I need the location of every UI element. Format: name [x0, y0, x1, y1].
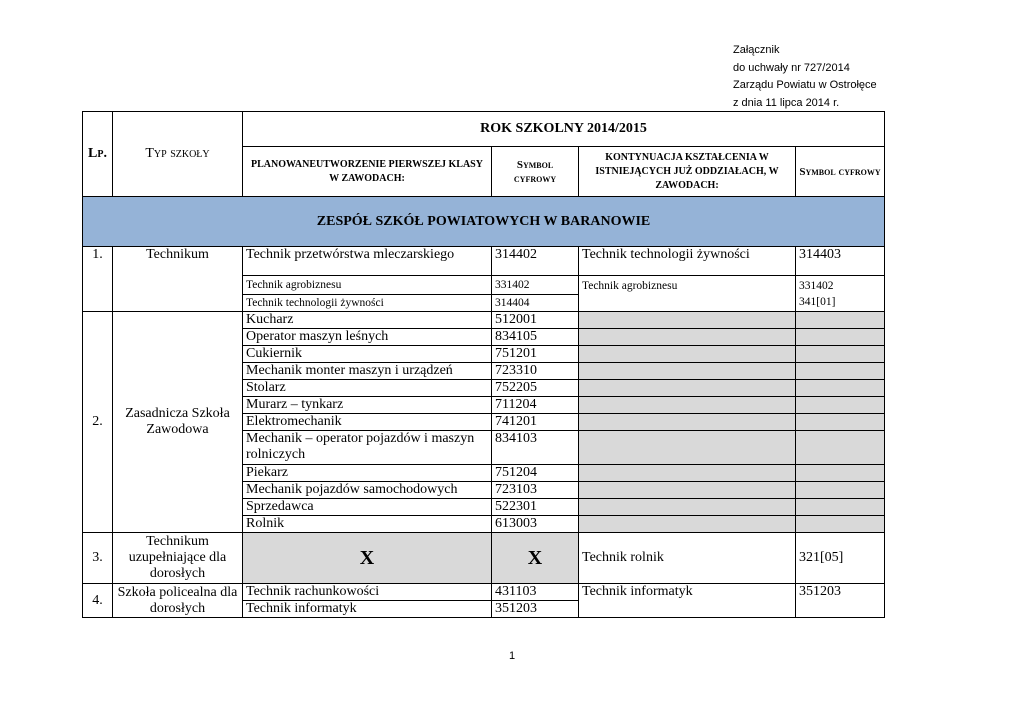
table-row: [83, 533, 885, 584]
empty-cell: [796, 516, 885, 533]
profession-code: 723103: [492, 482, 579, 499]
empty-cell: [579, 516, 796, 533]
profession-name: Cukiernik: [243, 346, 492, 363]
profession-code: 613003: [492, 516, 579, 533]
empty-cell: [796, 329, 885, 346]
row-number: 2.: [83, 312, 113, 533]
profession-name: X: [243, 533, 492, 584]
school-type: Szkoła policealna dla dorosłych: [113, 584, 243, 618]
empty-cell: [579, 312, 796, 329]
continuation-code: 341[01]: [799, 296, 836, 308]
profession-name: Sprzedawca: [243, 499, 492, 516]
continuation-name: Technik rolnik: [579, 533, 796, 584]
empty-cell: [796, 346, 885, 363]
profession-code: 751204: [492, 465, 579, 482]
profession-name: Technik przetwórstwa mleczarskiego: [243, 247, 492, 276]
profession-code: 711204: [492, 397, 579, 414]
note-line: Załącznik: [733, 44, 780, 56]
continuation-name: Technik technologii żywności: [579, 247, 796, 276]
profession-code: 431103: [492, 584, 579, 601]
profession-name: Murarz – tynkarz: [243, 397, 492, 414]
table-header-row: [83, 112, 885, 147]
empty-cell: [796, 465, 885, 482]
header-school-type: Typ szkoły: [113, 112, 243, 197]
empty-cell: [579, 414, 796, 431]
empty-cell: [796, 414, 885, 431]
note-line: z dnia 11 lipca 2014 r.: [733, 96, 840, 109]
note-line: do uchwały nr 727/2014: [733, 61, 850, 74]
profession-code: 723310: [492, 363, 579, 380]
empty-cell: [796, 397, 885, 414]
row-number: 3.: [83, 533, 113, 584]
school-plan-table: [82, 111, 885, 618]
profession-name: Technik informatyk: [243, 601, 492, 618]
table-row: [83, 312, 885, 329]
empty-cell: [579, 465, 796, 482]
header-symbol-2: Symbol cyfrowy: [796, 147, 885, 197]
profession-code: 834105: [492, 329, 579, 346]
profession-name: Kucharz: [243, 312, 492, 329]
empty-cell: [579, 329, 796, 346]
empty-cell: [796, 380, 885, 397]
profession-code: 331402: [492, 276, 579, 295]
continuation-code: 321[05]: [796, 533, 885, 584]
continuation-code: 314403: [796, 247, 885, 276]
profession-code: X: [492, 533, 579, 584]
profession-code: 314404: [492, 295, 579, 312]
header-new-classes: PLANOWANEUTWORZENIE PIERWSZEJ KLASY W ZAWODACH:: [243, 147, 492, 197]
empty-cell: [579, 397, 796, 414]
empty-cell: [796, 363, 885, 380]
profession-name: Mechanik monter maszyn i urządzeń: [243, 363, 492, 380]
profession-code: 351203: [492, 601, 579, 618]
empty-cell: [579, 346, 796, 363]
note-line: Zarządu Powiatu w Ostrołęce: [733, 79, 877, 91]
school-type: Technikum: [113, 247, 243, 312]
header-symbol-1: Symbol cyfrowy: [492, 147, 579, 197]
profession-name: Technik agrobiznesu: [243, 276, 492, 295]
profession-code: 751201: [492, 346, 579, 363]
profession-name: Mechanik pojazdów samochodowych: [243, 482, 492, 499]
school-type: Zasadnicza Szkoła Zawodowa: [113, 312, 243, 533]
empty-cell: [579, 380, 796, 397]
continuation-name: Technik informatyk: [579, 584, 796, 618]
row-number: 4.: [83, 584, 113, 618]
profession-code: 314402: [492, 247, 579, 276]
continuation-code: 351203: [796, 584, 885, 618]
table-row: [83, 247, 885, 276]
empty-cell: [796, 482, 885, 499]
continuation-name: Technik agrobiznesu: [579, 276, 796, 312]
empty-cell: [579, 431, 796, 465]
school-type: Technikum uzupełniające dla dorosłych: [113, 533, 243, 584]
empty-cell: [796, 312, 885, 329]
profession-name: Piekarz: [243, 465, 492, 482]
profession-name: Technik technologii żywności: [243, 295, 492, 312]
profession-name: Elektromechanik: [243, 414, 492, 431]
empty-cell: [796, 431, 885, 465]
profession-name: Mechanik – operator pojazdów i maszyn rolniczych: [243, 431, 492, 465]
profession-code: 522301: [492, 499, 579, 516]
header-continuation: KONTYNUACJA KSZTAŁCENIA W ISTNIEJĄCYCH JUŻ ODDZIAŁACH, W ZAWODACH:: [579, 147, 796, 197]
row-number: 1.: [83, 247, 113, 312]
table-row: [83, 584, 885, 601]
empty-cell: [579, 499, 796, 516]
profession-name: Operator maszyn leśnych: [243, 329, 492, 346]
profession-code: 741201: [492, 414, 579, 431]
continuation-code: 331402: [799, 280, 834, 292]
section-title: ZESPÓŁ SZKÓŁ POWIATOWYCH W BARANOWIE: [83, 197, 885, 247]
empty-cell: [579, 363, 796, 380]
profession-code: 752205: [492, 380, 579, 397]
continuation-codes: [796, 276, 885, 312]
empty-cell: [796, 499, 885, 516]
attachment-note: [733, 42, 877, 112]
profession-name: Technik rachunkowości: [243, 584, 492, 601]
header-school-year: ROK SZKOLNY 2014/2015: [243, 112, 885, 147]
empty-cell: [579, 482, 796, 499]
page-number: 1: [508, 650, 516, 662]
profession-code: 834103: [492, 431, 579, 465]
profession-name: Rolnik: [243, 516, 492, 533]
header-lp: Lp.: [83, 112, 113, 197]
section-row: [83, 197, 885, 247]
profession-code: 512001: [492, 312, 579, 329]
profession-name: Stolarz: [243, 380, 492, 397]
